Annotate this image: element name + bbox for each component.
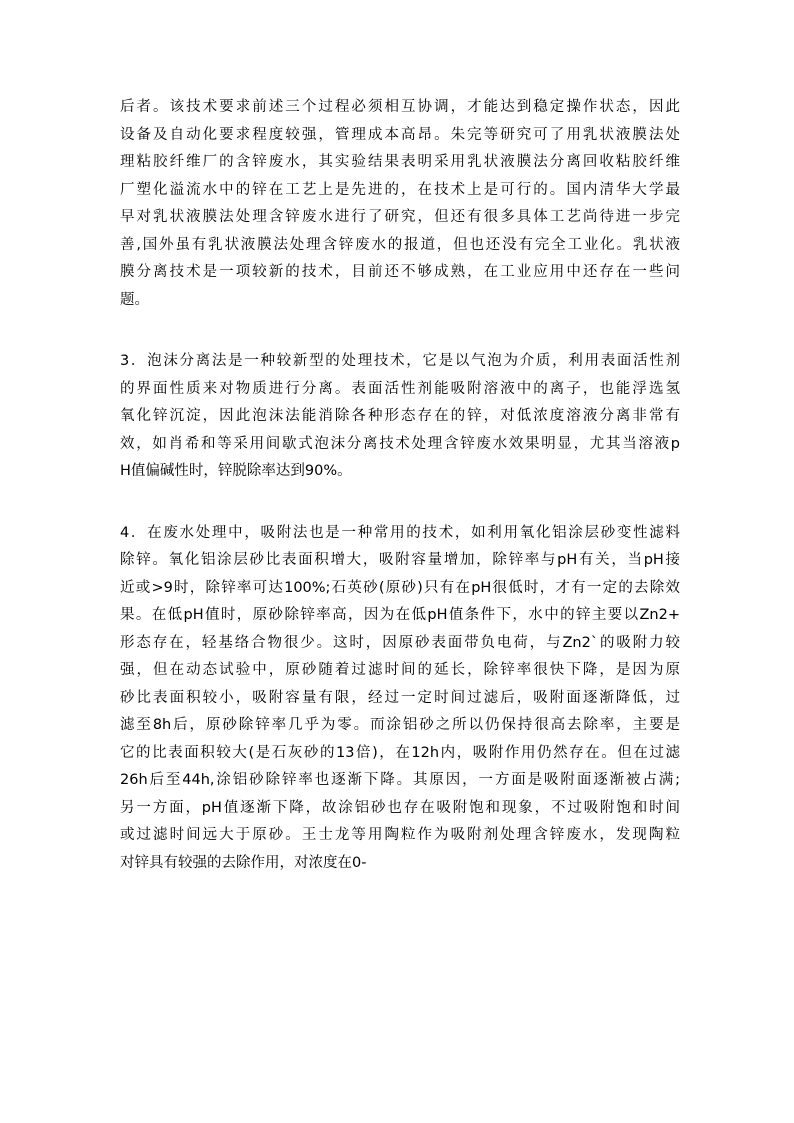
text-line: 氧化锌沉淀，因此泡沫法能消除各种形态存在的锌，对低浓度溶液分离非常有 [120,408,680,424]
text-line: 近或>9时，除锌率可达100%;石英砂(原砂)只有在pH很低时，才有一定的去除效 [120,579,680,596]
text-line: 对锌具有较强的去除作用，对浓度在0- [120,854,367,871]
document-page [120,94,680,877]
paragraph-gap [120,486,680,520]
text-line: 它的比表面积较大(是石灰砂的13倍)，在12h内，吸附作用仍然存在。但在过滤 [120,744,680,761]
text-line: 26h后至44h,涂铝砂除锌率也逐渐下降。其原因，一方面是吸附面逐渐被占满; [120,772,680,788]
text-line: 或过滤时间远大于原砂。王士龙等用陶粒作为吸附剂处理含锌废水，发现陶粒 [120,827,680,843]
text-line: 形态存在，轻基络合物很少。这时，因原砂表面带负电荷，与Zn2`的吸附力较 [120,634,680,651]
text-line: 早对乳状液膜法处理含锌废水进行了研究，但还有很多具体工艺尚待进一步完 [120,209,680,225]
text-line: 设备及自动化要求程度较强，管理成本高昂。朱完等研究可了用乳状液膜法处 [120,126,680,143]
text-line: 4．在废水处理中，吸附法也是一种常用的技术，如利用氧化铝涂层砂变性滤料 [120,524,680,541]
text-line: 善,国外虽有乳状液膜法处理含锌废水的报道，但也还没有完全工业化。乳状液 [120,236,680,253]
text-line: 另一方面，pH值逐渐下降，故涂铝砂也存在吸附饱和现象，不过吸附饱和时间 [120,799,680,816]
text-line: H值偏碱性时，锌脱除率达到90%。 [120,463,352,479]
text-line: 题。 [120,291,149,308]
paragraph-adsorption [120,520,680,878]
paragraph-foam-separation [120,348,680,486]
text-line: 滤至8h后，原砂除锌率几乎为零。而涂铝砂之所以仍保持很高去除率，主要是 [120,717,680,733]
text-line: 除锌。氧化铝涂层砂比表面积增大，吸附容量增加，除锌率与pH有关，当pH接 [120,552,680,568]
text-line: 的界面性质来对物质进行分离。表面活性剂能吸附溶液中的离子，也能浮选氢 [120,380,680,397]
text-line: 3．泡沫分离法是一种较新型的处理技术，它是以气泡为介质，利用表面活性剂 [120,353,680,369]
text-line: 理粘胶纤维厂的含锌废水，其实验结果表明采用乳状液膜法分离回收粘胶纤维 [120,154,680,170]
text-line: 强，但在动态试验中，原砂随着过滤时间的延长，除锌率很快下降，是因为原 [120,662,680,678]
text-line: 效，如肖希和等采用间歇式泡沫分离技术处理含锌废水效果明显，尤其当溶液p [120,435,680,452]
text-line: 厂塑化溢流水中的锌在工艺上是先进的，在技术上是可行的。国内清华大学最 [120,181,680,198]
paragraph-emulsion-membrane [120,94,680,314]
paragraph-gap [120,314,680,348]
text-line: 膜分离技术是一项较新的技术，目前还不够成熟，在工业应用中还存在一些问 [120,264,680,280]
text-line: 果。在低pH值时，原砂除锌率高，因为在低pH值条件下，水中的锌主要以Zn2+ [120,607,680,623]
text-line: 砂比表面积较小，吸附容量有限，经过一定时间过滤后，吸附面逐渐降低，过 [120,689,680,706]
text-line: 后者。该技术要求前述三个过程必须相互协调，才能达到稳定操作状态，因此 [120,99,680,115]
